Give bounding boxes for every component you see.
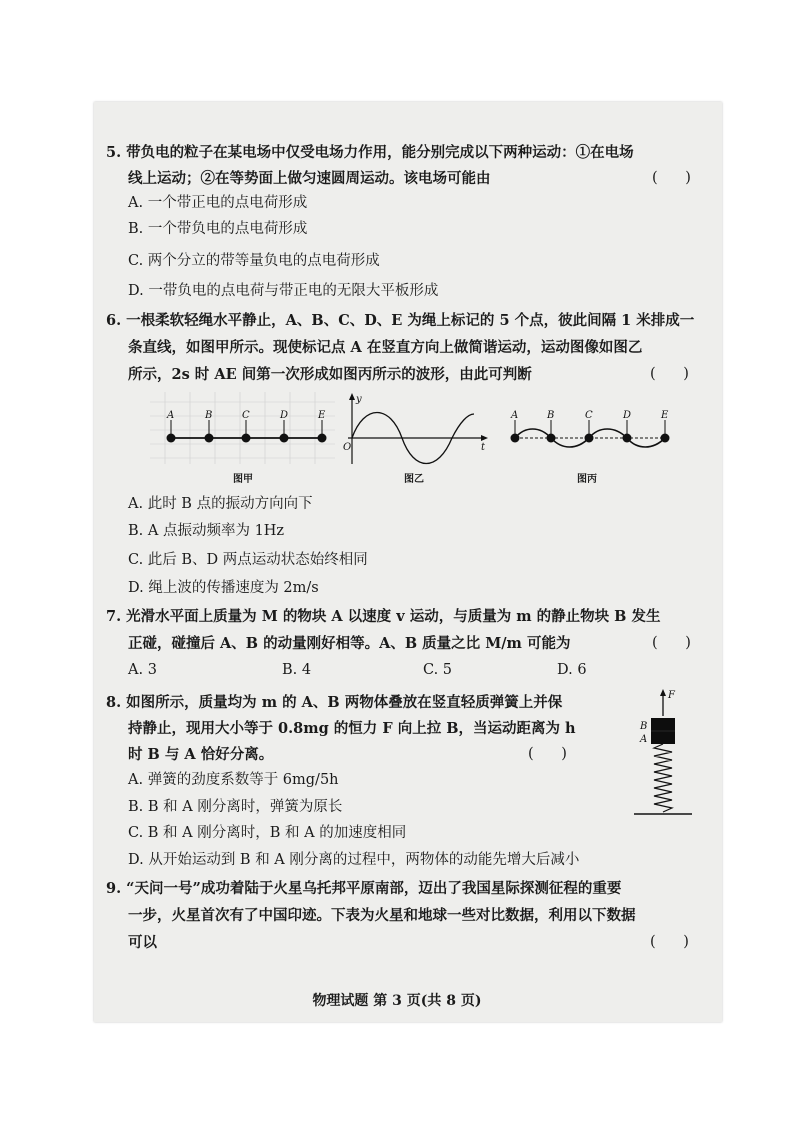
spring-coil [654, 744, 672, 812]
q6-stem-line2: 条直线，如图甲所示。现使标记点 A 在竖直方向上做简谐运动，运动图像如图乙 [128, 339, 643, 356]
figure-jia [150, 392, 340, 467]
q6-option-b: B. A 点振动频率为 1Hz [128, 523, 285, 539]
t-axis-label: t [481, 442, 486, 453]
q6-answer-bracket: ( ) [650, 366, 689, 382]
q9-stem-line2: 一步，火星首次有了中国印迹。下表为火星和地球一些对比数据，利用以下数据 [128, 907, 636, 924]
spring-figure [628, 686, 698, 826]
q8-option-a: A. 弹簧的劲度系数等于 6mg/5h [128, 772, 339, 788]
q5-option-a: A. 一个带正电的点电荷形成 [128, 195, 308, 211]
q9-stem-line1: 9. “天问一号”成功着陆于火星乌托邦平原南部，迈出了我国星际探测征程的重要 [106, 880, 622, 897]
q8-stem-line3: 时 B 与 A 恰好分离。 [128, 746, 274, 763]
block-a-label: A [640, 734, 648, 745]
figure-jia-grid [150, 392, 335, 464]
point-c-dot [242, 434, 251, 443]
origin-label: O [343, 442, 352, 453]
q7-stem-line1: 7. 光滑水平面上质量为 M 的物块 A 以速度 v 运动，与质量为 m 的静止物块 B 发生 [106, 608, 661, 625]
q7-answer-bracket: ( ) [652, 635, 691, 651]
wave-label-b: B [547, 410, 555, 421]
q6-option-c: C. 此后 B、D 两点运动状态始终相同 [128, 552, 368, 568]
q5-stem-line1: 5. 带负电的粒子在某电场中仅受电场力作用，能分别完成以下两种运动：①在电场 [106, 144, 634, 161]
q6-stem-line3: 所示，2s 时 AE 间第一次形成如图丙所示的波形，由此可判断 [128, 366, 532, 383]
point-b-dot [205, 434, 214, 443]
q7-option-b: B. 4 [282, 662, 312, 678]
wave-point-c-dot [585, 434, 594, 443]
q6-option-d: D. 绳上波的传播速度为 2m/s [128, 580, 319, 596]
label-d: D [280, 410, 289, 421]
q7-stem-line2: 正碰，碰撞后 A、B 的动量刚好相等。A、B 质量之比 M/m 可能为 [128, 635, 571, 652]
q8-stem-line1: 8. 如图所示，质量均为 m 的 A、B 两物体叠放在竖直轻质弹簧上并保 [106, 694, 563, 711]
q8-option-d: D. 从开始运动到 B 和 A 刚分离的过程中，两物体的动能先增大后减小 [128, 852, 580, 868]
wave-label-a: A [511, 410, 519, 421]
wave-label-d: D [623, 410, 632, 421]
label-c: C [242, 410, 250, 421]
wave-label-e: E [661, 410, 669, 421]
point-d-dot [280, 434, 289, 443]
page-footer: 物理试题 第 3 页(共 8 页) [312, 993, 482, 1009]
q8-option-c: C. B 和 A 刚分离时，B 和 A 的加速度相同 [128, 825, 407, 841]
q5-option-d: D. 一带负电的点电荷与带正电的无限大平板形成 [128, 283, 439, 299]
wave-point-d-dot [623, 434, 632, 443]
wave-point-b-dot [547, 434, 556, 443]
q5-answer-bracket: ( ) [652, 170, 691, 186]
label-b: B [205, 410, 213, 421]
point-a-dot [167, 434, 176, 443]
q8-stem-line2: 持静止，现用大小等于 0.8mg 的恒力 F 向上拉 B，当运动距离为 h [128, 720, 576, 737]
y-axis-arrow [349, 393, 355, 400]
y-axis-label: y [356, 394, 362, 405]
q8-option-b: B. B 和 A 刚分离时，弹簧为原长 [128, 799, 343, 815]
q7-option-d: D. 6 [557, 662, 587, 678]
q7-option-c: C. 5 [423, 662, 453, 678]
figure-yi [342, 392, 492, 467]
q8-answer-bracket: ( ) [528, 746, 567, 762]
label-e: E [318, 410, 326, 421]
wave-label-c: C [585, 410, 593, 421]
force-label: F [668, 690, 675, 701]
q6-stem-line1: 6. 一根柔软轻绳水平静止，A、B、C、D、E 为绳上标记的 5 个点，彼此间隔 1 米排成一 [106, 312, 695, 329]
q5-option-b: B. 一个带负电的点电荷形成 [128, 221, 308, 237]
q5-option-c: C. 两个分立的带等量负电的点电荷形成 [128, 253, 380, 269]
block-b-label: B [640, 721, 648, 732]
caption-jia: 图甲 [233, 474, 253, 485]
label-a: A [167, 410, 175, 421]
q9-stem-line3: 可以 [128, 934, 157, 951]
wave-point-e-dot [661, 434, 670, 443]
q9-answer-bracket: ( ) [650, 934, 689, 950]
q5-stem-line2: 线上运动；②在等势面上做匀速圆周运动。该电场可能由 [128, 170, 491, 187]
wave-point-a-dot [511, 434, 520, 443]
caption-bing: 图丙 [577, 474, 597, 485]
q6-option-a: A. 此时 B 点的振动方向向下 [128, 496, 313, 512]
caption-yi: 图乙 [404, 474, 424, 485]
force-arrow-head [660, 689, 666, 696]
point-e-dot [318, 434, 327, 443]
q7-option-a: A. 3 [128, 662, 157, 678]
t-axis-arrow [481, 435, 488, 441]
figure-bing [505, 392, 675, 467]
